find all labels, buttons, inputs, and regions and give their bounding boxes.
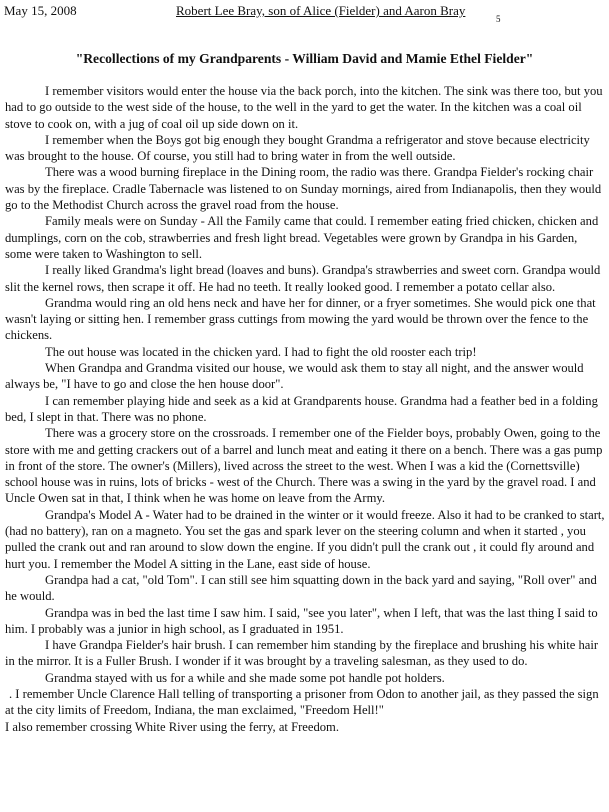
document-title: "Recollections of my Grandparents - William David and Mamie Ethel Fielder"	[75, 51, 534, 66]
document-body	[5, 83, 605, 735]
header-author: Robert Lee Bray, son of Alice (Fielder) and Aaron Bray	[176, 3, 466, 18]
paragraph: Grandpa's Model A - Water had to be drained in the winter or it would freeze. Also it had to be cranked to start, (had no battery), ran on a magneto. You set the gas and spark lever on the steering column and when it started , you pulled the crank out and ran around to slow down the engine. If you didn't pull the crank out , it could fly around and hurt you. I remember the Model A sitting in the Lane, east side of house.	[5, 507, 605, 571]
paragraph: Grandma stayed with us for a while and she made some pot handle pot holders.	[45, 670, 445, 685]
paragraph: When Grandpa and Grandma visited our house, we would ask them to stay all night, and the answer would always be, "I have to go and close the hen house door".	[5, 361, 584, 392]
paragraph: Grandma would ring an old hens neck and have her for dinner, or a fryer sometimes. She would pick one that wasn't laying or sitting hen. I remember grass cuttings from mowing the yard would be thrown over the fence to the chickens.	[5, 295, 596, 343]
paragraph: I remember visitors would enter the house via the back porch, into the kitchen. The sink was there too, but you had to go outside to the west side of the house, to the well in the yard to get the water. In the kitchen was a coal oil stove to cook on, with a jug of coal oil up side down on it.	[5, 84, 603, 131]
paragraph: I remember when the Boys got big enough they bought Grandma a refrigerator and stove because electricity was brought to the house. Of course, you still had to bring water in from the well outside.	[5, 132, 590, 164]
paragraph: I also remember crossing White River using the ferry, at Freedom.	[5, 719, 339, 734]
paragraph: I have Grandpa Fielder's hair brush. I can remember him standing by the fireplace and brushing his white hair in the mirror. It is a Fuller Brush. I wonder if it was brought by a traveling salesman, as they used to do.	[5, 638, 599, 669]
paragraph: I can remember playing hide and seek as a kid at Grandparents house. Grandma had a feather bed in a folding bed, I slept in that. There was no phone.	[5, 393, 598, 424]
paragraph: Family meals were on Sunday - All the Family came that could. I remember eating fried chicken, chicken and dumplings, corn on the cob, strawberries and fresh light bread. Vegetables were grown by Grandpa in his Garden, some were taken to Washington to sell.	[5, 214, 599, 261]
paragraph: I really liked Grandma's light bread (loaves and buns). Grandpa's strawberries and sweet corn. Grandpa would slit the kernel rows, then scrape it off. He had no teeth. It really looked good. I remember a potato cellar also.	[5, 263, 601, 294]
paragraph: Grandpa had a cat, "old Tom". I can still see him squatting down in the back yard and saying, "Roll over" and he would.	[5, 572, 597, 604]
paragraph: Grandpa was in bed the last time I saw him. I said, "see you later", when I left, that was the last thing I said to him. I probably was a junior in high school, as I graduated in 1951.	[5, 605, 598, 636]
header-date: May 15, 2008	[4, 3, 77, 18]
paragraph: . I remember Uncle Clarence Hall telling of transporting a prisoner from Odon to another jail, as they passed the sign at the city limits of Freedom, Indiana, the man exclaimed, "Freedom Hell!"	[5, 686, 599, 718]
page-number: 5	[496, 14, 501, 24]
paragraph: The out house was located in the chicken yard. I had to fight the old rooster each trip!	[45, 344, 477, 359]
paragraph: There was a grocery store on the crossroads. I remember one of the Fielder boys, probably Owen, going to the store with me and getting crackers out of a barrel and lunch meat and eating it there on a bench. There was a gas pump in front of the store. The owner's (Millers), lived across the street to the west. When I was a kid the (Cornettsville) school house was in ruins, lots of bricks - west of the Church. There was a swing in the yard by the gravel road. I and Uncle Owen sat in that, I think when he was home on leave from the Army.	[5, 426, 603, 506]
paragraph: There was a wood burning fireplace in the Dining room, the radio was there. Grandpa Fielder's rocking chair was by the fireplace. Cradle Tabernacle was listened to on Sunday mornings, aired from Indianapolis, then they would go to the Methodist Church across the gravel road from the house.	[5, 165, 602, 213]
